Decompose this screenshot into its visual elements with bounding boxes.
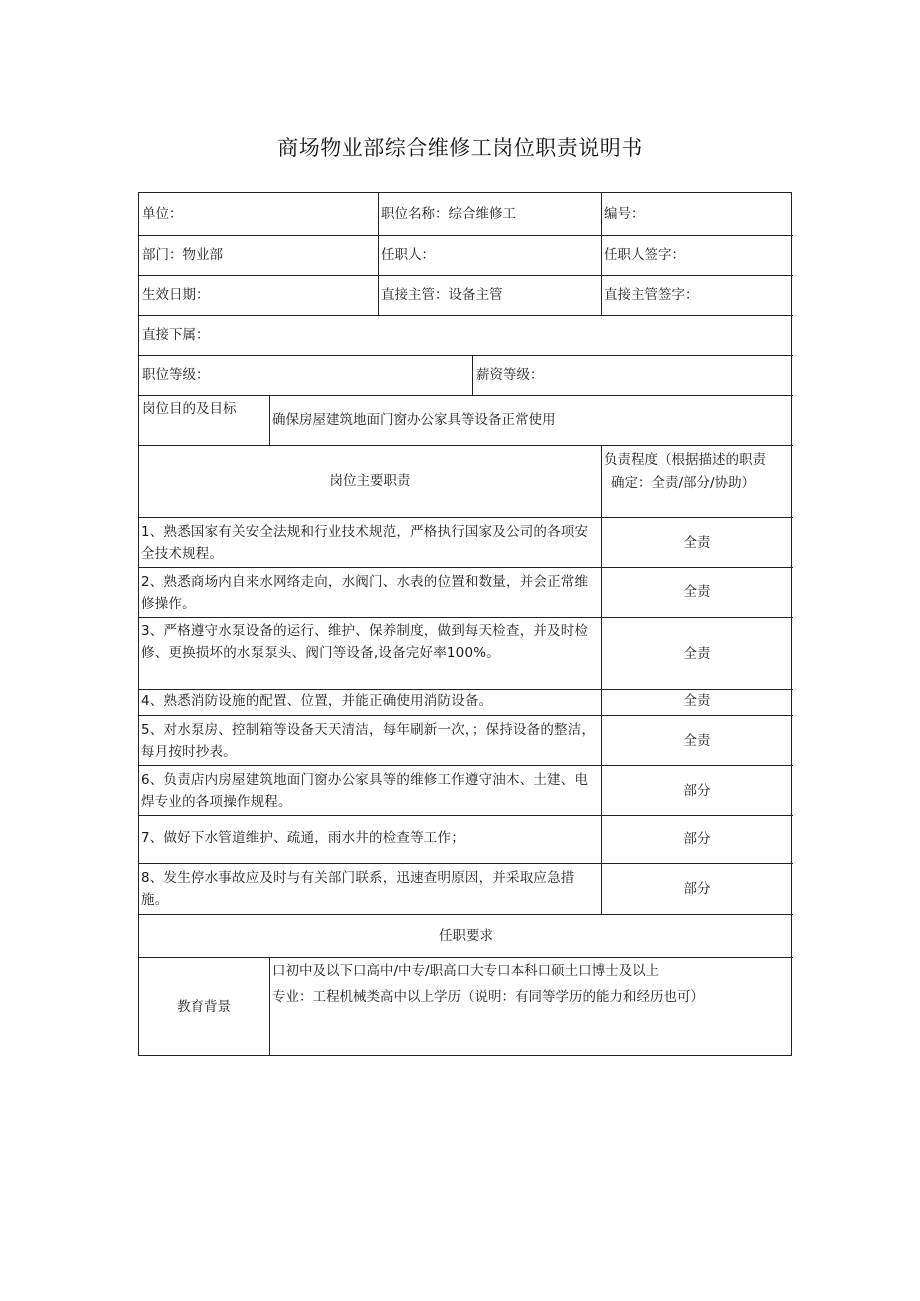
effective-date-label: 生效日期： xyxy=(142,287,210,303)
column-divider xyxy=(378,193,379,315)
row-divider xyxy=(139,617,793,618)
row-divider xyxy=(139,395,793,396)
education-options: 口初中及以下口高中/中专/职高口大专口本科口硕土口博士及以上 xyxy=(272,963,660,979)
duty-item: 3、严格遵守水泵设备的运行、维护、保养制度，做到每天检查，并及时检修、更换损坏的水泵泵头、阀门等设备,设备完好率100%。 xyxy=(141,623,589,661)
row-divider xyxy=(139,567,793,568)
row-divider xyxy=(139,914,793,915)
main-duties-heading: 岗位主要职责 xyxy=(329,473,411,489)
requirements-heading: 任职要求 xyxy=(439,928,493,944)
responsibility-heading-line1: 负责程度（根据描述的职责 xyxy=(604,452,766,468)
column-divider xyxy=(269,957,270,1056)
row-divider xyxy=(139,235,793,236)
direct-supervisor: 直接主管：设备主管 xyxy=(381,287,503,303)
row-divider xyxy=(139,715,793,716)
duty-item: 7、做好下水管道维护、疏通，雨水井的检查等工作； xyxy=(141,830,465,846)
duty-item: 6、负责店内房屋建筑地面门窗办公家具等的维修工作遵守油木、土建、电焊专业的各项操作规程。 xyxy=(141,772,589,810)
row-divider xyxy=(139,445,793,446)
row-divider xyxy=(139,315,793,316)
column-divider xyxy=(601,193,602,315)
duty-level: 全责 xyxy=(683,584,711,600)
position-level-label: 职位等级： xyxy=(142,367,210,383)
job-description-table xyxy=(138,192,792,1056)
duty-level: 全责 xyxy=(683,733,711,749)
incumbent-signature-label: 任职人签字： xyxy=(604,247,685,263)
supervisor-signature-label: 直接主管签字： xyxy=(604,287,699,303)
duty-item: 8、发生停水事故应及时与有关部门联系，迅速查明原因，并采取应急措施。 xyxy=(141,870,575,908)
direct-subordinates-label: 直接下属： xyxy=(142,327,210,343)
duty-level: 全责 xyxy=(683,646,711,662)
unit-label: 单位： xyxy=(142,206,183,222)
duty-item: 5、对水泵房、控制箱等设备天天清洁，每年刷新一次，；保持设备的整洁，每月按时抄表。 xyxy=(141,722,596,760)
salary-level-label: 薪资等级： xyxy=(476,367,544,383)
row-divider xyxy=(139,765,793,766)
row-divider xyxy=(139,815,793,816)
row-divider xyxy=(139,863,793,864)
major-requirement: 专业：工程机械类高中以上学历（说明：有同等学历的能力和经历也可） xyxy=(272,989,704,1005)
number-label: 编号： xyxy=(604,206,645,222)
duty-item: 1、熟悉国家有关安全法规和行业技术规范，严格执行国家及公司的各项安全技术规程。 xyxy=(141,524,589,562)
row-divider xyxy=(139,355,793,356)
duty-level: 全责 xyxy=(683,693,711,709)
document-title: 商场物业部综合维修工岗位职责说明书 xyxy=(277,136,643,160)
column-divider xyxy=(269,395,270,445)
duty-item: 2、熟悉商场内自来水网络走向，水阀门、水表的位置和数量，并会正常维修操作。 xyxy=(141,574,589,612)
row-divider xyxy=(139,957,793,958)
education-label: 教育背景 xyxy=(177,999,231,1015)
goal-value: 确保房屋建筑地面门窗办公家具等设备正常使用 xyxy=(272,412,556,428)
department: 部门：物业部 xyxy=(142,247,223,263)
column-divider xyxy=(472,355,473,395)
responsibility-heading-line2: 确定：全责/部分/协助） xyxy=(611,475,756,491)
duty-level: 部分 xyxy=(683,881,711,897)
position-name: 职位名称：综合维修工 xyxy=(381,206,516,222)
duty-level: 部分 xyxy=(683,783,711,799)
goal-label: 岗位目的及目标 xyxy=(142,401,237,417)
row-divider xyxy=(139,275,793,276)
duty-item: 4、熟悉消防设施的配置、位置，并能正确使用消防设备。 xyxy=(141,693,493,709)
duty-level: 部分 xyxy=(683,831,711,847)
duty-level: 全责 xyxy=(683,535,711,551)
row-divider xyxy=(139,517,793,518)
incumbent-label: 任职人： xyxy=(381,247,435,263)
